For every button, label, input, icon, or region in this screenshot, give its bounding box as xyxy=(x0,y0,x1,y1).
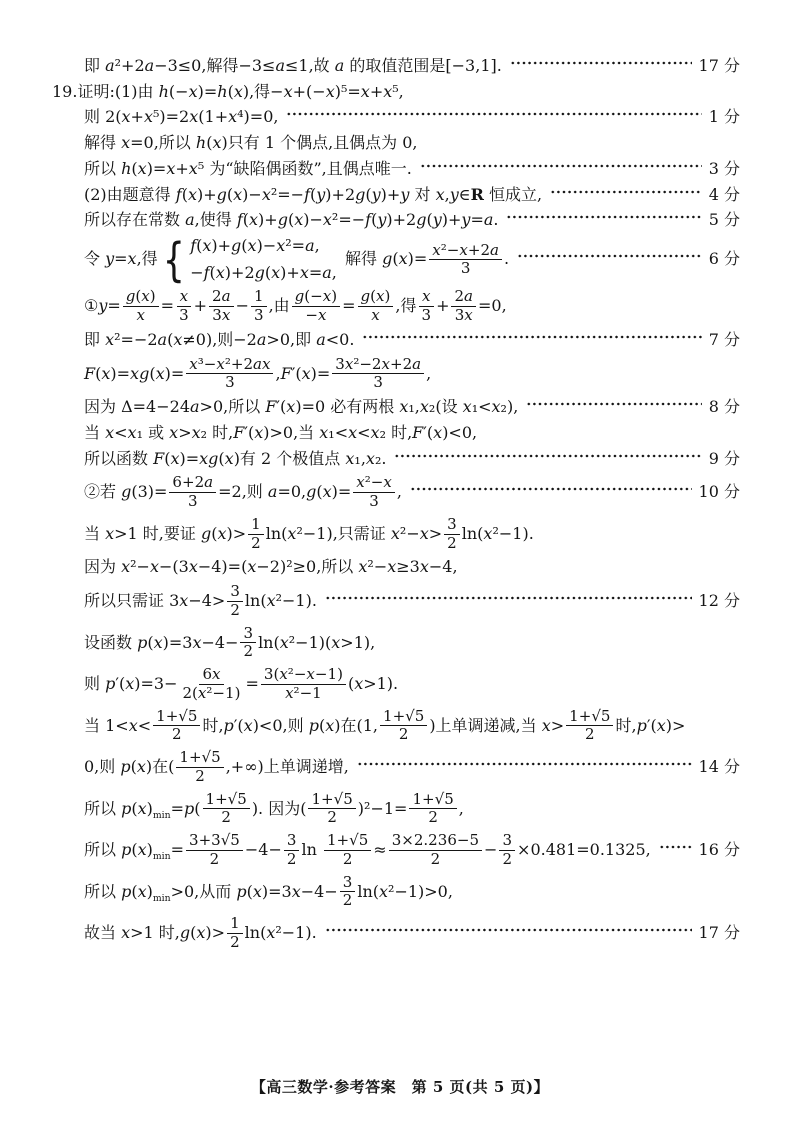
dotted-leader xyxy=(362,329,701,345)
fraction: $\frac{\text{3(x²−x−1)}}{\text{x²−1}}$ xyxy=(261,666,346,703)
dotted-leader xyxy=(357,756,692,772)
line-text: 即 x²=−2a(x≠0),则−2a>0,即 a<0. xyxy=(84,329,355,349)
dotted-leader xyxy=(286,106,701,122)
dotted-leader xyxy=(325,590,692,606)
answer-line xyxy=(0,158,800,181)
score-label: 16 分 xyxy=(698,839,740,859)
fraction: $\frac{6x}{\text{2(x²−1)}}$ xyxy=(182,665,241,702)
fraction: $\frac{3}{2}$ xyxy=(240,625,256,662)
fraction: $\frac{x}{3}$ xyxy=(418,288,434,325)
page-footer: 【高三数学·参考答案 第 5 页(共 5 页)】 xyxy=(250,1078,550,1096)
line-text: ②若 g(3)= $\frac{6+2a}{3}$ =2,则 a=0,g(x)= $\frac{\text{x²−x}}{3}$ , xyxy=(84,473,402,511)
line-text: 故当 x>1 时,g(x)> $\frac{1}{2}$ ln(x²−1). xyxy=(84,914,317,951)
answer-line xyxy=(0,81,800,104)
fraction: $\frac{\text{x³−x²+2ax}}{3}$ xyxy=(186,356,273,393)
line-text: 当 x<x₁ 或 x>x₂ 时,F′(x)>0,当 x₁<x<x₂ 时,F′(x)<0, xyxy=(84,422,478,442)
line-text: 所以函数 F(x)=xg(x)有 2 个极值点 x₁,x₂. xyxy=(84,448,387,468)
answer-line xyxy=(0,422,800,445)
line-text: 则 2(x+x⁵)=2x(1+x⁴)=0, xyxy=(84,107,279,127)
answer-line xyxy=(0,232,800,287)
left-brace-icon: { xyxy=(162,232,185,287)
fraction: $\frac{3}{2}$ xyxy=(444,516,460,553)
fraction: $\frac{6+2a}{3}$ xyxy=(169,474,216,511)
line-text: 所以 h(x)=x+x⁵ 为“缺陷偶函数”,且偶点唯一. xyxy=(84,158,412,178)
fraction: $\frac{x}{3}$ xyxy=(176,288,192,325)
dotted-leader xyxy=(394,448,701,464)
score-label: 10 分 xyxy=(698,482,740,502)
answer-line xyxy=(0,448,800,471)
line-text: 所以 $p(x)_{min}=$ $\frac{3+3√5}{2}$ −4− $\frac{3}{2}$ ln $\frac{1+√5}{2}$ ≈ $\frac{3\times 2.236-5}{2}$ − $\frac{3}{2}$ ×0.481=0.1325, xyxy=(84,831,651,868)
line-text: 因为 x²−x−(3x−4)=(x−2)²≥0,所以 x²−x≥3x−4, xyxy=(84,557,458,577)
answer-line xyxy=(0,355,800,394)
answer-line xyxy=(0,556,800,579)
answer-line xyxy=(0,831,800,870)
line-text: 则 p′(x)=3− $\frac{6x}{\text{2(x²−1)}}$ = $\frac{\text{3(x²−x−1)}}{\text{x²−1}}$ (x>1). xyxy=(84,665,399,702)
fraction: $\frac{1+√5}{2}$ xyxy=(308,791,355,828)
fraction: $\frac{1+√5}{2}$ xyxy=(176,749,223,786)
fraction: $\frac{\text{3x²−2x+2a}}{3}$ xyxy=(332,356,424,393)
score-label: 8 分 xyxy=(708,397,740,417)
fraction: $\frac{\text{x²−x}}{3}$ xyxy=(353,474,395,511)
line-text: F(x)=xg(x)= $\frac{\text{x³−x²+2ax}}{3}$ ,F′(x)= $\frac{\text{3x²−2x+2a}}{3}$ , xyxy=(84,354,432,392)
subscript-label: min xyxy=(152,851,171,862)
score-label: 17 分 xyxy=(698,922,740,942)
line-text: 因为 Δ=4−24a>0,所以 F′(x)=0 必有两根 x₁,x₂(设 x₁<x₂), xyxy=(84,397,519,417)
dotted-leader xyxy=(659,839,692,855)
dotted-leader xyxy=(526,396,701,412)
score-label: 3 分 xyxy=(708,158,740,178)
score-label: 14 分 xyxy=(698,756,740,776)
fraction: $\frac{1+√5}{2}$ xyxy=(153,708,200,745)
score-label: 12 分 xyxy=(698,590,740,610)
fraction: $\frac{1}{2}$ xyxy=(248,516,264,553)
line-text: 19.证明:(1)由 h(−x)=h(x),得−x+(−x)⁵=x+x⁵, xyxy=(52,81,404,101)
fraction: $\frac{2a}{3x}$ xyxy=(451,288,476,325)
dotted-leader xyxy=(550,184,702,200)
fraction: $\frac{3}{2}$ xyxy=(499,832,515,869)
answer-line xyxy=(0,665,800,704)
fraction: $\frac{1+√5}{2}$ xyxy=(409,791,456,828)
dotted-leader xyxy=(506,209,701,225)
score-label: 7 分 xyxy=(708,329,740,349)
score-label: 9 分 xyxy=(708,448,740,468)
fraction: $\frac{3}{2}$ xyxy=(227,583,243,620)
answer-line xyxy=(0,748,800,787)
answer-line xyxy=(0,707,800,746)
answer-line xyxy=(0,790,800,829)
fraction: $\frac{3}{2}$ xyxy=(340,874,356,911)
score-label: 4 分 xyxy=(708,184,740,204)
line-text: 当 1<x< $\frac{1+√5}{2}$ 时,p′(x)<0,则 p(x)在(1, $\frac{1+√5}{2}$ )上单调递减,当 x> $\frac{1+√5}{2}$ 时,p′(x)> xyxy=(84,706,686,744)
answer-line xyxy=(0,106,800,129)
line-text: 所以 $p(x)_{min}=p$( $\frac{1+√5}{2}$ ). 因为( $\frac{1+√5}{2}$ )²−1= $\frac{1+√5}{2}$ , xyxy=(84,789,464,827)
answer-line xyxy=(0,396,800,419)
answer-body xyxy=(0,55,800,953)
dotted-leader xyxy=(410,481,692,497)
fraction: $\frac{3}{2}$ xyxy=(284,832,300,869)
answer-line xyxy=(0,582,800,621)
line-text: 解得 x=0,所以 h(x)只有 1 个偶点,且偶点为 0, xyxy=(84,133,418,153)
answer-line xyxy=(0,473,800,512)
answer-line xyxy=(0,55,800,78)
fraction: $\frac{g(-x)}{-x}$ xyxy=(292,288,340,325)
fraction: $\frac{1+√5}{2}$ xyxy=(203,791,250,828)
fraction: $\frac{2a}{3x}$ xyxy=(209,288,234,325)
subscript-label: min xyxy=(152,892,171,904)
line-text: 令 y=x,得 { f(x)+g(x)−x²=a, −f(x)+2g(x)+x=a, 解得 g(x)= $\frac{\text{x²−x+2a}}{3}$ . xyxy=(84,232,510,287)
line-text: (2)由题意得 f(x)+g(x)−x²=−f(y)+2g(y)+y 对 x,y∈R 恒成立, xyxy=(84,184,543,204)
score-label: 17 分 xyxy=(698,56,740,75)
score-label: 5 分 xyxy=(708,210,740,230)
dotted-leader xyxy=(420,158,702,174)
answer-line xyxy=(0,209,800,232)
score-label: 1 分 xyxy=(708,107,740,127)
score-label: 6 分 xyxy=(708,249,740,269)
line-text: 即 a²+2a−3≤0,解得−3≤a≤1,故 a 的取值范围是[−3,1]. xyxy=(84,56,502,75)
answer-line xyxy=(0,873,800,912)
answer-line xyxy=(0,914,800,953)
fraction: $\frac{g(x)}{x}$ xyxy=(123,288,159,325)
answer-line xyxy=(0,287,800,326)
fraction: $\frac{g(x)}{x}$ xyxy=(358,288,394,325)
line-text: 设函数 p(x)=3x−4− $\frac{3}{2}$ ln(x²−1)(x>1), xyxy=(84,623,376,661)
subscript-label: min xyxy=(152,809,171,821)
line-text: 所以存在常数 a,使得 f(x)+g(x)−x²=−f(y)+2g(y)+y=a. xyxy=(84,210,499,230)
answer-line xyxy=(0,329,800,352)
dotted-leader xyxy=(325,922,692,938)
dotted-leader xyxy=(517,248,702,264)
answer-line xyxy=(0,184,800,207)
fraction: $\frac{1}{3}$ xyxy=(251,288,267,325)
line-text: 所以 $p(x)_{min}>0$,从而 p(x)=3x−4− $\frac{3}{2}$ ln(x²−1)>0, xyxy=(84,872,453,910)
fraction: $\frac{1+√5}{2}$ xyxy=(324,832,371,869)
line-text: 当 x>1 时,要证 g(x)> $\frac{1}{2}$ ln(x²−1),只需证 x²−x> $\frac{3}{2}$ ln(x²−1). xyxy=(84,514,534,552)
fraction: $\frac{3+3√5}{2}$ xyxy=(186,832,243,869)
line-text: 所以只需证 3x−4> $\frac{3}{2}$ ln(x²−1). xyxy=(84,582,317,619)
fraction: $\frac{1+√5}{2}$ xyxy=(566,708,613,745)
fraction: $\frac{3\times 2.236-5}{2}$ xyxy=(389,832,482,869)
answer-line xyxy=(0,515,800,554)
line-text: 0,则 p(x)在( $\frac{1+√5}{2}$ ,+∞)上单调递增, xyxy=(84,748,349,785)
answer-line xyxy=(0,132,800,155)
line-text: ①y= $\frac{g(x)}{x}$ = $\frac{x}{3}$ + $\frac{2a}{3x}$ − $\frac{1}{3}$ ,由 $\frac{g(-x)}{-x}$ = $\frac{g(x)}{x}$ ,得 $\frac{x}{3}$ + $\frac{2a}{3x}$ =0, xyxy=(84,287,507,325)
answer-line xyxy=(0,624,800,663)
fraction: $\frac{1+√5}{2}$ xyxy=(380,708,427,745)
cases-system: { f(x)+g(x)−x²=a, −f(x)+2g(x)+x=a, xyxy=(162,232,337,287)
fraction: $\frac{1}{2}$ xyxy=(227,915,243,952)
dotted-leader xyxy=(510,55,692,71)
fraction: $\frac{\text{x²−x+2a}}{3}$ xyxy=(429,242,502,279)
